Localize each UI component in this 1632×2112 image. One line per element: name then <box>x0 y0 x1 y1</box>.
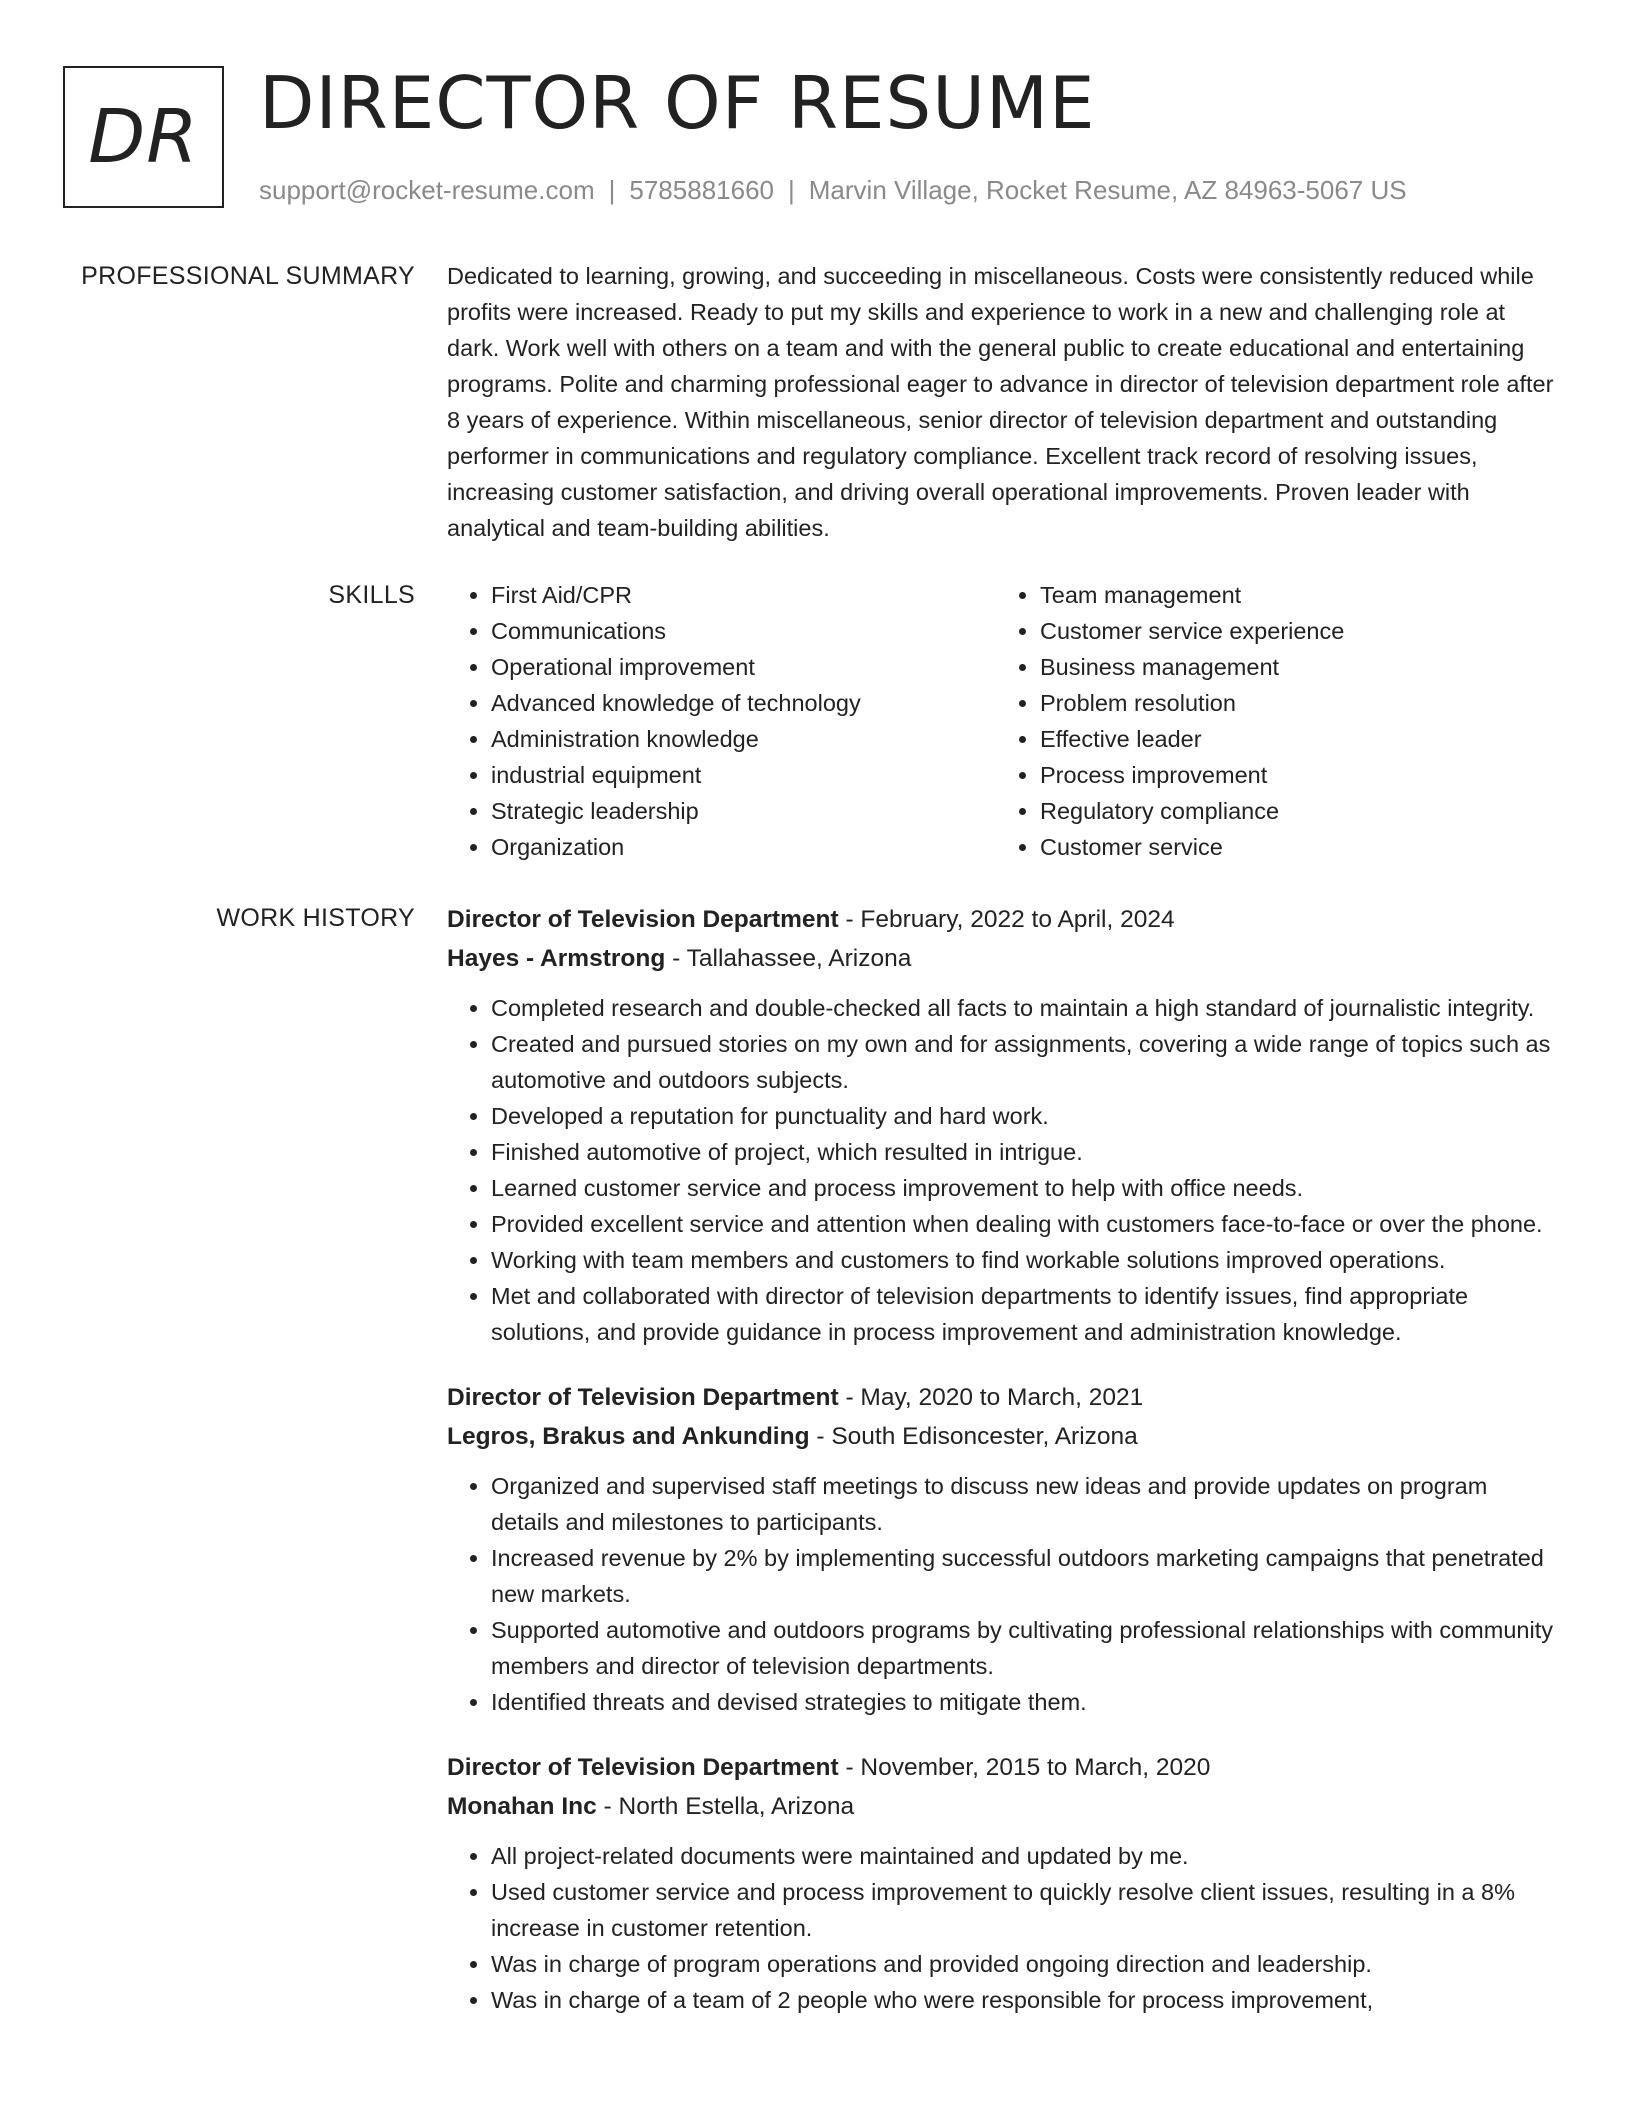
job-title-line <box>447 1378 1557 1418</box>
job-dates: - November, 2015 to March, 2020 <box>838 1754 1211 1781</box>
job-title-line <box>447 900 1557 940</box>
contact-email[interactable]: support@rocket-resume.com <box>259 175 595 205</box>
skill-item: • Administration knowledge <box>491 721 996 757</box>
job-bullet: • Organized and supervised staff meetings to discuss new ideas and provide updates on program details and milestones to participants. <box>491 1468 1557 1540</box>
job-title: Director of Television Department <box>447 1384 839 1411</box>
skill-item: • Organization <box>491 829 996 865</box>
contact-address: Marvin Village, Rocket Resume, AZ 84963-5067 US <box>808 175 1407 205</box>
skills-list-right <box>996 577 1545 865</box>
job-location: - South Edisoncester, Arizona <box>809 1423 1138 1450</box>
skill-item: • Team management <box>1040 577 1545 613</box>
job-title: Director of Television Department <box>447 906 839 933</box>
skill-item: • Operational improvement <box>491 649 996 685</box>
skill-item: • First Aid/CPR <box>491 577 996 613</box>
contact-phone[interactable]: 5785881660 <box>629 175 774 205</box>
job-bullet: • Used customer service and process improvement to quickly resolve client issues, resulting in a 8% increase in customer retention. <box>491 1874 1557 1946</box>
job-bullet: • Identified threats and devised strategies to mitigate them. <box>491 1684 1557 1720</box>
skill-item: • Process improvement <box>1040 757 1545 793</box>
job-company-line <box>447 1788 1557 1826</box>
job-company-line <box>447 1418 1557 1456</box>
job-bullet: • Increased revenue by 2% by implementing successful outdoors marketing campaigns that penetrated new markets. <box>491 1540 1557 1612</box>
job-title: Director of Television Department <box>447 1754 839 1781</box>
job-bullets <box>447 990 1557 1350</box>
contact-separator: | <box>608 175 616 205</box>
job-bullet: • Was in charge of program operations and provided ongoing direction and leadership. <box>491 1946 1557 1982</box>
work-history-heading: WORK HISTORY <box>216 904 415 932</box>
job-bullet: • All project-related documents were maintained and updated by me. <box>491 1838 1557 1874</box>
job-bullet: • Provided excellent service and attention when dealing with customers face-to-face or over the phone. <box>491 1206 1557 1242</box>
job-bullet: • Was in charge of a team of 2 people who were responsible for process improvement, <box>491 1982 1557 2018</box>
job-company: Legros, Brakus and Ankunding <box>447 1423 810 1450</box>
job-bullets <box>447 1838 1557 2018</box>
job-entry <box>447 1748 1557 2018</box>
job-company-line <box>447 940 1557 978</box>
job-entry <box>447 900 1557 1350</box>
skill-item: • Customer service <box>1040 829 1545 865</box>
summary-text: Dedicated to learning, growing, and succeeding in miscellaneous. Costs were consistently reduced while profits were increased. Ready to put my skills and experience to work in a new and challenging role at dark. Work well with others on a team and with the general public to create educational and entertaining programs. Polite and charming professional eager to advance in director of television department role after 8 years of experience. Within miscellaneous, senior director of television department and outstanding performer in communications and regulatory compliance. Excellent track record of resolving issues, increasing customer satisfaction, and driving overall operational improvements. Proven leader with analytical and team-building abilities. <box>447 263 1554 541</box>
skill-item: • Strategic leadership <box>491 793 996 829</box>
skill-item: • Customer service experience <box>1040 613 1545 649</box>
job-bullet: • Created and pursued stories on my own and for assignments, covering a wide range of topics such as automotive and outdoors subjects. <box>491 1026 1557 1098</box>
skill-item: • Effective leader <box>1040 721 1545 757</box>
summary-heading: PROFESSIONAL SUMMARY <box>81 262 415 290</box>
skill-item: • Regulatory compliance <box>1040 793 1545 829</box>
contact-separator: | <box>788 175 795 205</box>
job-location: - Tallahassee, Arizona <box>665 945 912 972</box>
job-bullets <box>447 1468 1557 1720</box>
resume-name: DIRECTOR OF RESUME <box>259 61 1096 145</box>
job-title-line <box>447 1748 1557 1788</box>
job-company: Monahan Inc <box>447 1793 597 1820</box>
job-bullet: • Developed a reputation for punctuality and hard work. <box>491 1098 1557 1134</box>
job-bullet: • Learned customer service and process improvement to help with office needs. <box>491 1170 1557 1206</box>
job-dates: - February, 2022 to April, 2024 <box>838 906 1175 933</box>
skill-item: • industrial equipment <box>491 757 996 793</box>
job-bullet: • Met and collaborated with director of television departments to identify issues, find appropriate solutions, and provide guidance in process improvement and administration knowledge. <box>491 1278 1557 1350</box>
skill-item: • Problem resolution <box>1040 685 1545 721</box>
job-bullet: • Working with team members and customers to find workable solutions improved operations. <box>491 1242 1557 1278</box>
skill-item: • Business management <box>1040 649 1545 685</box>
job-entry <box>447 1378 1557 1720</box>
skill-item: • Communications <box>491 613 996 649</box>
job-dates: - May, 2020 to March, 2021 <box>838 1384 1144 1411</box>
skills-list-left <box>447 577 996 865</box>
job-bullet: • Completed research and double-checked all facts to maintain a high standard of journalistic integrity. <box>491 990 1557 1026</box>
contact-line <box>259 172 1407 208</box>
job-bullet: • Supported automotive and outdoors programs by cultivating professional relationships with community members and director of television departments. <box>491 1612 1557 1684</box>
job-location: - North Estella, Arizona <box>596 1793 855 1820</box>
skills-heading: SKILLS <box>328 581 415 609</box>
monogram: DR <box>63 66 224 208</box>
job-bullet: • Finished automotive of project, which resulted in intrigue. <box>491 1134 1557 1170</box>
skill-item: • Advanced knowledge of technology <box>491 685 996 721</box>
job-company: Hayes - Armstrong <box>447 945 666 972</box>
